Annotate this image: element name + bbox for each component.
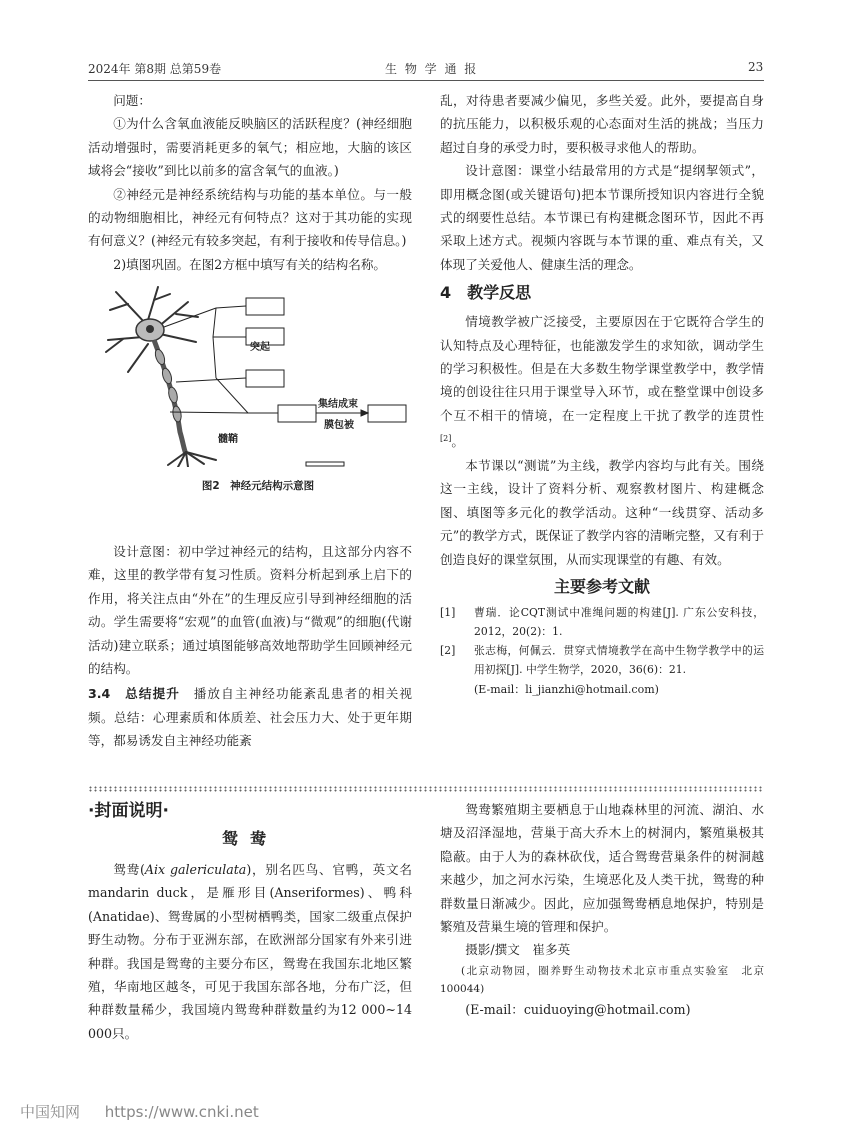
- answer-boxes: [246, 298, 406, 466]
- neuron-diagram: [88, 282, 428, 467]
- latin-name: Aix galericulata: [144, 862, 247, 877]
- question-1: ①为什么含氧血液能反映脑区的活跃程度？(神经细胞活动增强时，需要消耗更多的氧气；相应地，大脑的该区域将会“接收”到比以前多的富含氧气的血液。): [88, 116, 412, 179]
- reflection-paragraph-1-text: 情境教学被广泛接受，主要原因在于它既符合学生的认知特点及心理特征，也能激发学生的求知欲，调动学生的学习积极性。但是在大多数生物学课堂教学中，教学情境的创设往往只用于课堂导入环节，或在整堂课中创设多个互不相干的情境，在一定程度上干扰了教学的连贯性: [440, 314, 764, 423]
- header-journal-title: 生 物 学 通 报: [385, 62, 479, 76]
- figure-caption: 图2 神经元结构示意图: [201, 479, 315, 492]
- fill-in-task: 2)填图巩固。在图2方框中填写有关的结构名称。: [113, 256, 387, 272]
- cover-left-column: [88, 798, 412, 1045]
- citation-2: [2]: [440, 434, 452, 444]
- header-page-number: 23: [748, 60, 764, 74]
- axon-terminals: [168, 452, 216, 467]
- watermark-brand: 中国知网: [20, 1103, 81, 1121]
- cover-section-title: ·封面说明·: [88, 801, 169, 821]
- watermark-url[interactable]: https://www.cnki.net: [104, 1103, 259, 1121]
- reflection-paragraph-1-end: 。: [451, 434, 464, 450]
- section-divider: [88, 786, 764, 792]
- reference-number: [1]: [440, 605, 456, 619]
- question-label: 问题：: [113, 93, 151, 108]
- left-column-lower: [88, 540, 412, 753]
- label-suiqiao: 髓鞘: [218, 434, 238, 446]
- section-3-4: [88, 682, 412, 752]
- cover-paragraph-1-body: )，别名匹鸟、官鸭，英文名 mandarin duck，是雁形目(Anseriformes)、鸭科(Anatidae)、鸳鸯属的小型树栖鸭类，国家二级重点保护野生动物。分布于亚洲东部，在欧洲部分国家有外来引进种群。我国是鸳鸯的主要分布区，鸳鸯在我国东北地区繁殖，华南地区越冬，可见于我国东部各地，分布广泛，但种群数量稀少，我国境内鸳鸯种群数量约为12 000~14 000只。: [88, 862, 412, 1041]
- header-journal-issue: 2024年 第8期 总第59卷: [88, 62, 222, 76]
- cover-affiliation: (北京动物园，圈养野生动物技术北京市重点实验室 北京 100044): [440, 964, 775, 995]
- cover-author: 摄影/撰文 崔多英: [465, 942, 571, 958]
- reflection-paragraph-2: 本节课以“测谎”为主线，教学内容均与此有关。围绕这一主线，设计了资料分析、观察教材图片、构建概念图、填图等多元化的教学活动。这种“一线贯穿、活动多元”的教学方式，既保证了教学内容的清晰完整，又有利于创造良好的课堂氛围，从而实现课堂的有趣、有效。: [440, 457, 764, 567]
- section-4-title: 4 教学反思: [440, 283, 532, 303]
- label-membrane: 膜包被: [324, 420, 354, 432]
- cnki-watermark: [20, 1101, 259, 1122]
- reference-text: 张志梅，何佩云．贯穿式情境教学在高中生物学教学中的运用初探[J]. 中学生物学，2020，36(6)：21.: [474, 643, 764, 676]
- nucleus: [146, 325, 154, 333]
- design-intent-1: 设计意图：初中学过神经元的结构，且这部分内容不难，这里的教学带有复习性质。资料分析起到承上启下的作用，将关注点由“外在”的生理反应引导到神经细胞的活动。学生需要将“宏观”的血管(血液)与“微观”的细胞(代谢活动)建立联系；通过填图能够高效地帮助学生回顾神经元的结构。: [88, 544, 412, 677]
- cover-right-column: [440, 798, 775, 1021]
- cover-bird-name: 鸳鸯: [221, 829, 278, 848]
- neuron-figure: [88, 282, 428, 497]
- left-column: [88, 89, 412, 497]
- cover-email: (E-mail：cuiduoying@hotmail.com): [465, 1001, 691, 1017]
- cover-paragraph-1-pre: 鸳鸯(: [113, 862, 145, 877]
- design-intent-2: 设计意图：课堂小结最常用的方式是“提纲挈领式”，即用概念图(或关键语句)把本节课所授知识内容进行全貌式的纲要性总结。本节课已有构建概念图环节，因此不再采取上述方式。视频内容既与本节课的重、难点有关，又体现了关爱他人、健康生活的理念。: [440, 163, 764, 272]
- label-tuqi: 突起: [250, 342, 270, 354]
- cover-paragraph-2: 鸳鸯繁殖期主要栖息于山地森林里的河流、湖泊、水塘及沼泽湿地，营巢于高大乔木上的树洞内，繁殖巢极其隐蔽。由于人为的森林砍伐，适合鸳鸯营巢条件的树洞越来越少，加之河水污染，生境恶化及人类干扰，鸳鸯的种群数量日渐减少。因此，应加强鸳鸯栖息地保护，特别是繁殖及营巢生境的管理和保护。: [440, 802, 764, 935]
- reference-item: [440, 641, 764, 679]
- question-2: ②神经元是神经系统结构与功能的基本单位。与一般的动物细胞相比，神经元有何特点？这对于其功能的实现有何意义？(神经元有较多突起，有利于接收和传导信息。): [88, 186, 412, 249]
- reference-text: 曹瑞．论CQT测试中准绳问题的构建[J]. 广东公安科技，2012，20(2)：1.: [474, 605, 764, 638]
- label-bundle: 集结成束: [318, 399, 358, 411]
- reflection-paragraph-1: [440, 310, 764, 454]
- right-column: [440, 89, 764, 701]
- section-3-4-continued: 乱，对待患者要减少偏见，多些关爱。此外，要提高自身的抗压能力，以积极乐观的心态面对生活的挑战；当压力超过自身的承受力时，要积极寻求他人的帮助。: [440, 93, 764, 155]
- references-title: 主要参考文献: [553, 576, 650, 596]
- reference-number: [2]: [440, 643, 456, 657]
- author-email: (E-mail：li_jianzhi@hotmail.com): [474, 682, 659, 696]
- header-rule: [88, 80, 764, 81]
- section-3-4-title: 3.4 总结提升: [88, 686, 180, 702]
- cover-paragraph-1: [88, 858, 412, 1045]
- reference-item: [440, 603, 764, 641]
- section-3-4-text: 播放自主神经功能紊乱患者的相关视频。总结：心理素质和体质差、社会压力大、处于更年期等，都易诱发自主神经功能紊: [88, 686, 413, 749]
